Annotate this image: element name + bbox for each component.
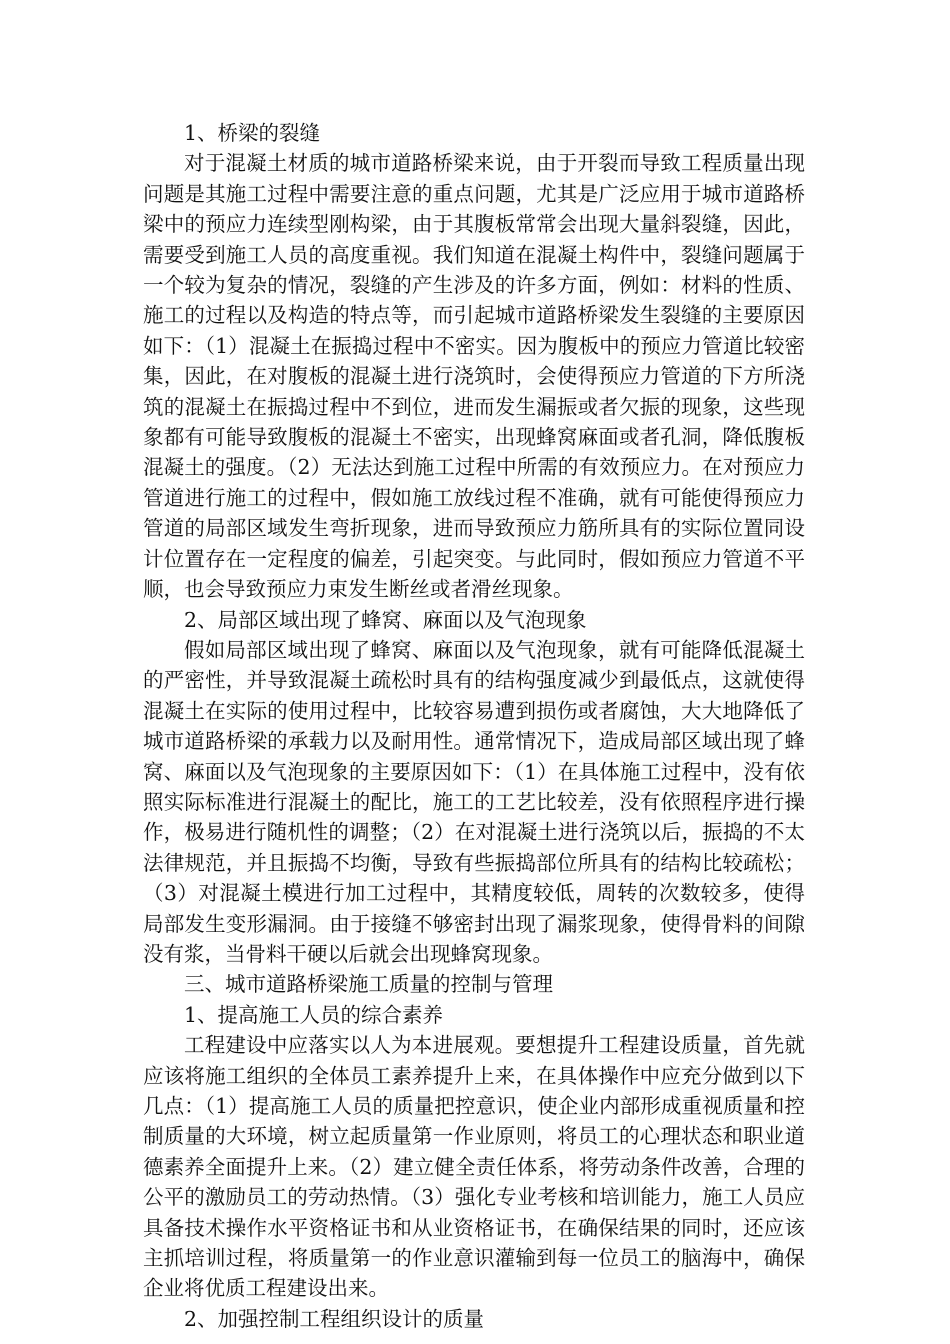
- heading-quality-control: 三、城市道路桥梁施工质量的控制与管理: [184, 972, 553, 997]
- paragraph-bridge-cracks: 对于混凝土材质的城市道路桥梁来说，由于开裂而导致工程质量出现问题是其施工过程中需要注意的重点问题，尤其是广泛应用于城市道路桥梁中的预应力连续型刚构梁，由于其腹板常常会出现大量斜裂缝，因此，需要受到施工人员的高度重视。我们知道在混凝土构件中，裂缝问题属于一个较为复杂的情况，裂缝的产生涉及的许多方面，例如：材料的性质、施工的过程以及构造的特点等，而引起城市道路桥梁发生裂缝的主要原因如下：（1）混凝土在振捣过程中不密实。因为腹板中的预应力管道比较密集，因此，在对腹板的混凝土进行浇筑时，会使得预应力管道的下方所浇筑的混凝土在振捣过程中不到位，进而发生漏振或者欠振的现象，这些现象都有可能导致腹板的混凝土不密实，出现蜂窝麻面或者孔洞，降低腹板混凝土的强度。（2）无法达到施工过程中所需的有效预应力。在对预应力管道进行施工的过程中，假如施工放线过程不准确，就有可能使得预应力管道的局部区域发生弯折现象，进而导致预应力筋所具有的实际位置同设计位置存在一定程度的偏差，引起突变。与此同时，假如预应力管道不平顺，也会导致预应力束发生断丝或者滑丝现象。: [143, 151, 805, 602]
- heading-staff-quality: 1、提高施工人员的综合素养: [184, 1002, 444, 1027]
- heading-bridge-cracks: 1、桥梁的裂缝: [184, 121, 321, 145]
- document-body: [143, 118, 805, 1334]
- heading-honeycomb-pitting: 2、局部区域出现了蜂窝、麻面以及气泡现象: [184, 607, 587, 632]
- paragraph-honeycomb-pitting: 假如局部区域出现了蜂窝、麻面以及气泡现象，就有可能降低混凝土的严密性，并导致混凝土疏松时具有的结构强度减少到最低点，这就使得混凝土在实际的使用过程中，比较容易遭到损伤或者腐蚀，大大地降低了城市道路桥梁的承载力以及耐用性。通常情况下，造成局部区域出现了蜂窝、麻面以及气泡现象的主要原因如下：（1）在具体施工过程中，没有依照实际标准进行混凝土的配比，施工的工艺比较差，没有依照程序进行操作，极易进行随机性的调整；（2）在对混凝土进行浇筑以后，振捣的不太法律规范，并且振捣不均衡，导致有些振捣部位所具有的结构比较疏松；（3）对混凝土模进行加工过程中，其精度较低，周转的次数较多，使得局部发生变形漏洞。由于接缝不够密封出现了漏浆现象，使得骨料的间隙没有浆，当骨料干硬以后就会出现蜂窝现象。: [143, 637, 805, 966]
- heading-organization-design: 2、加强控制工程组织设计的质量: [184, 1306, 485, 1331]
- paragraph-staff-quality: 工程建设中应落实以人为本进展观。要想提升工程建设质量，首先就应该将施工组织的全体员工素养提升上来，在具体操作中应充分做到以下几点：（1）提高施工人员的质量把控意识，使企业内部形成重视质量和控制质量的大环境，树立起质量第一作业原则，将员工的心理状态和职业道德素养全面提升上来。（2）建立健全责任体系，将劳动条件改善，合理的公平的激励员工的劳动热情。（3）强化专业考核和培训能力，施工人员应具备技术操作水平资格证书和从业资格证书，在确保结果的同时，还应该主抓培训过程，将质量第一的作业意识灌输到每一位员工的脑海中，确保企业将优质工程建设出来。: [143, 1033, 805, 1301]
